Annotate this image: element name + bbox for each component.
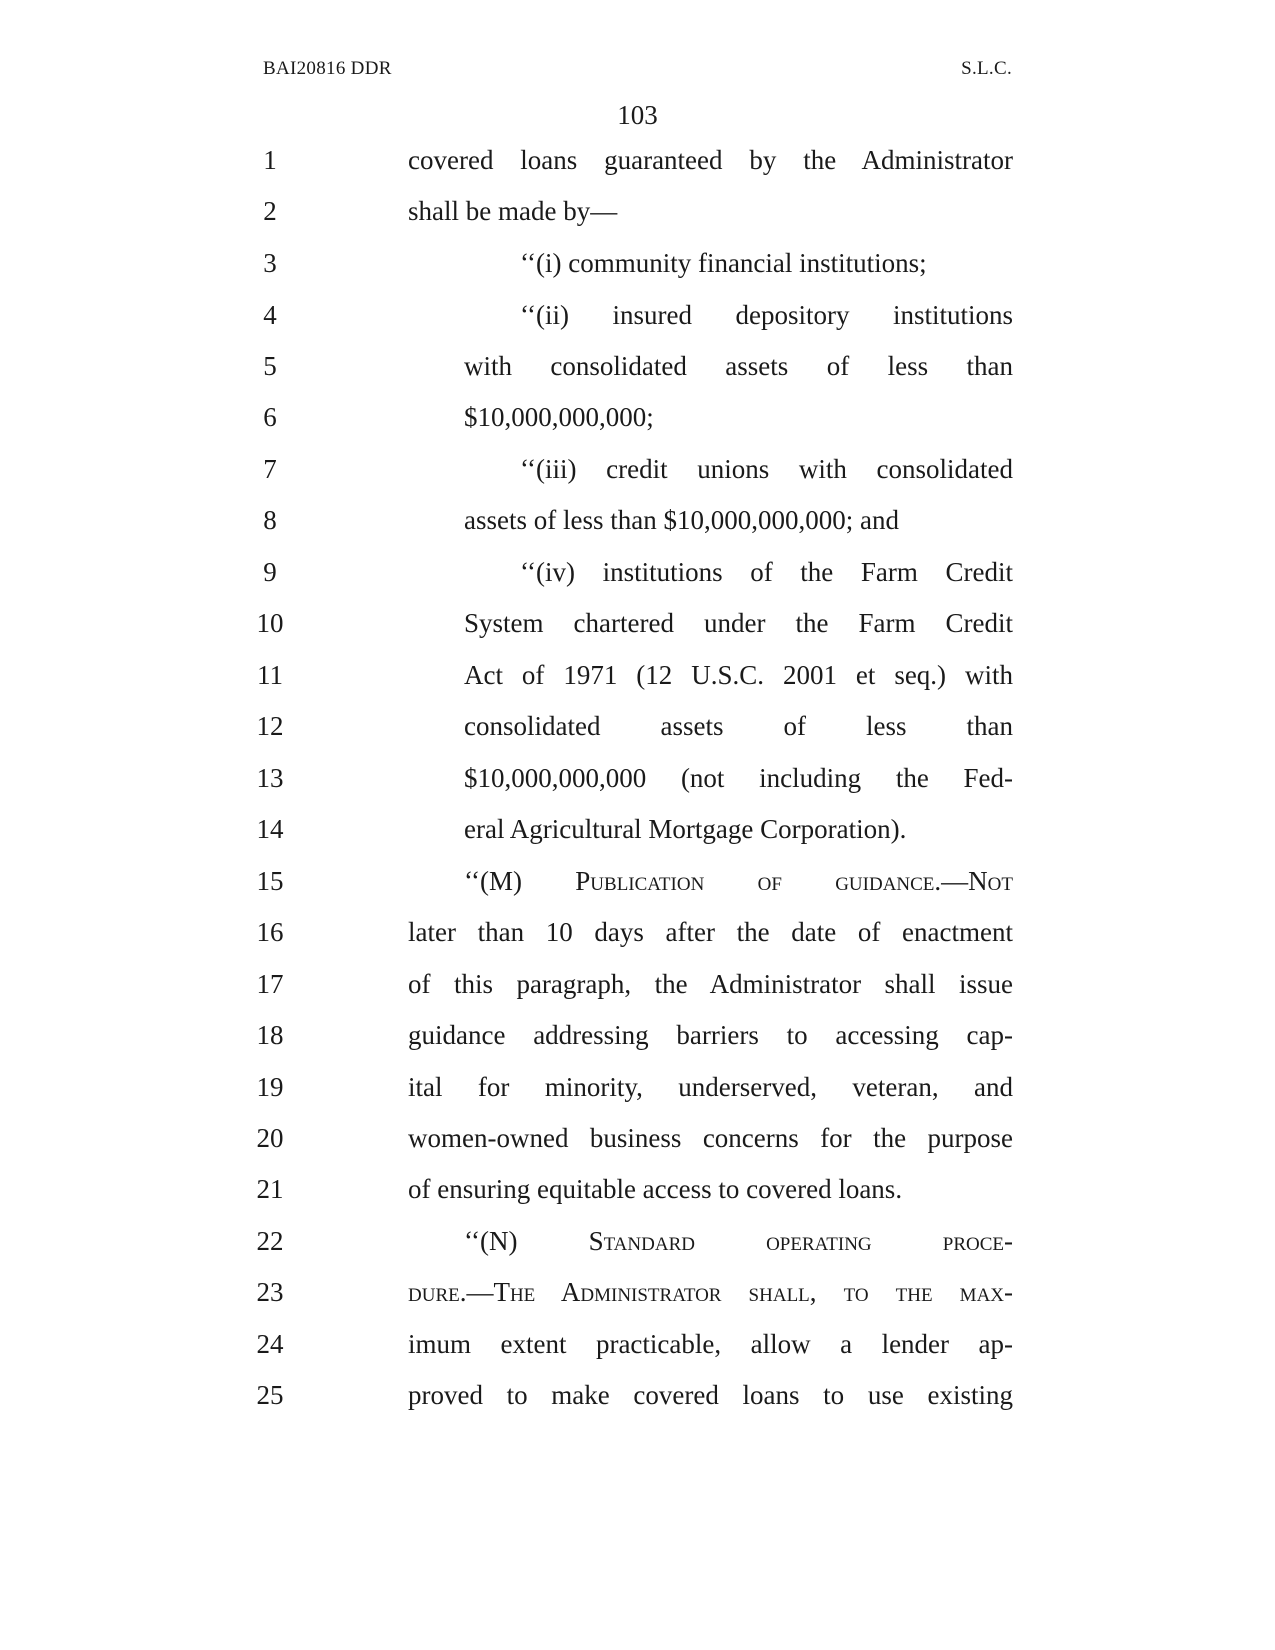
text-line <box>0 1272 1275 1312</box>
line-number: 3 <box>263 248 277 278</box>
text-line <box>0 140 1275 180</box>
line-number: 13 <box>256 763 284 793</box>
line-text: proved to make covered loans to use existing <box>408 1380 1013 1410</box>
line-number: 19 <box>256 1072 284 1102</box>
line-number: 20 <box>256 1123 284 1153</box>
text-line <box>0 861 1275 901</box>
line-text: women-owned business concerns for the purpose <box>408 1123 1013 1153</box>
line-number: 25 <box>256 1380 284 1410</box>
line-number: 9 <box>263 557 277 587</box>
line-text: shall be made by— <box>408 196 618 226</box>
line-number: 4 <box>263 300 277 330</box>
line-text: of this paragraph, the Administrator shall issue <box>408 969 1013 999</box>
line-number: 11 <box>257 660 283 690</box>
text-line <box>0 706 1275 746</box>
text-line <box>0 809 1275 849</box>
text-line <box>0 295 1275 335</box>
text-line <box>0 655 1275 695</box>
line-text: ‘‘(i) community financial institutions; <box>520 248 927 278</box>
line-text: System chartered under the Farm Credit <box>464 608 1013 638</box>
text-line <box>0 1118 1275 1158</box>
line-number: 21 <box>256 1174 284 1204</box>
line-text: dure.—The Administrator shall, to the max- <box>408 1277 1013 1307</box>
line-number: 17 <box>256 969 284 999</box>
text-line <box>0 243 1275 283</box>
text-line <box>0 1169 1275 1209</box>
line-text: eral Agricultural Mortgage Corporation). <box>464 814 907 844</box>
text-line <box>0 912 1275 952</box>
line-text: $10,000,000,000 (not including the Fed- <box>464 763 1013 793</box>
line-text: consolidated assets of less than <box>464 711 1013 741</box>
line-text: assets of less than $10,000,000,000; and <box>464 505 899 535</box>
line-number: 10 <box>256 608 284 638</box>
text-line <box>0 346 1275 386</box>
line-number: 15 <box>256 866 284 896</box>
text-line <box>0 449 1275 489</box>
line-text: ‘‘(iii) credit unions with consolidated <box>520 454 1013 484</box>
line-text: Act of 1971 (12 U.S.C. 2001 et seq.) with <box>464 660 1013 690</box>
line-text: ‘‘(iv) institutions of the Farm Credit <box>520 557 1013 587</box>
line-text: of ensuring equitable access to covered loans. <box>408 1174 903 1204</box>
text-line <box>0 758 1275 798</box>
document-id: BAI20816 DDR <box>263 58 392 79</box>
line-number: 8 <box>263 505 277 535</box>
line-number: 2 <box>263 196 277 226</box>
line-text: with consolidated assets of less than <box>464 351 1013 381</box>
line-number: 24 <box>256 1329 284 1359</box>
text-line <box>0 1015 1275 1055</box>
line-number: 22 <box>256 1226 284 1256</box>
line-number: 6 <box>263 402 277 432</box>
line-text: covered loans guaranteed by the Administrator <box>408 145 1013 175</box>
line-number: 7 <box>263 454 277 484</box>
line-text: ‘‘(N) Standard operating proce- <box>464 1226 1013 1256</box>
text-line <box>0 397 1275 437</box>
line-number: 5 <box>263 351 277 381</box>
line-text: ital for minority, underserved, veteran, and <box>408 1072 1013 1102</box>
text-line <box>0 964 1275 1004</box>
line-text: later than 10 days after the date of enactment <box>408 917 1013 947</box>
document-code: S.L.C. <box>961 58 1012 79</box>
line-number: 23 <box>256 1277 284 1307</box>
line-text: $10,000,000,000; <box>464 402 654 432</box>
text-line <box>0 191 1275 231</box>
text-line <box>0 500 1275 540</box>
line-number: 14 <box>256 814 284 844</box>
text-line <box>0 552 1275 592</box>
line-number: 1 <box>263 145 277 175</box>
page-number: 103 <box>617 100 658 130</box>
line-number: 18 <box>256 1020 284 1050</box>
text-line <box>0 1324 1275 1364</box>
line-number: 12 <box>256 711 284 741</box>
line-text: guidance addressing barriers to accessing cap- <box>408 1020 1013 1050</box>
text-line <box>0 603 1275 643</box>
line-text: imum extent practicable, allow a lender ap- <box>408 1329 1013 1359</box>
line-text: ‘‘(M) Publication of guidance.—Not <box>464 866 1013 896</box>
text-line <box>0 1221 1275 1261</box>
line-text: ‘‘(ii) insured depository institutions <box>520 300 1013 330</box>
text-line <box>0 1375 1275 1415</box>
text-line <box>0 1067 1275 1107</box>
line-number: 16 <box>256 917 284 947</box>
